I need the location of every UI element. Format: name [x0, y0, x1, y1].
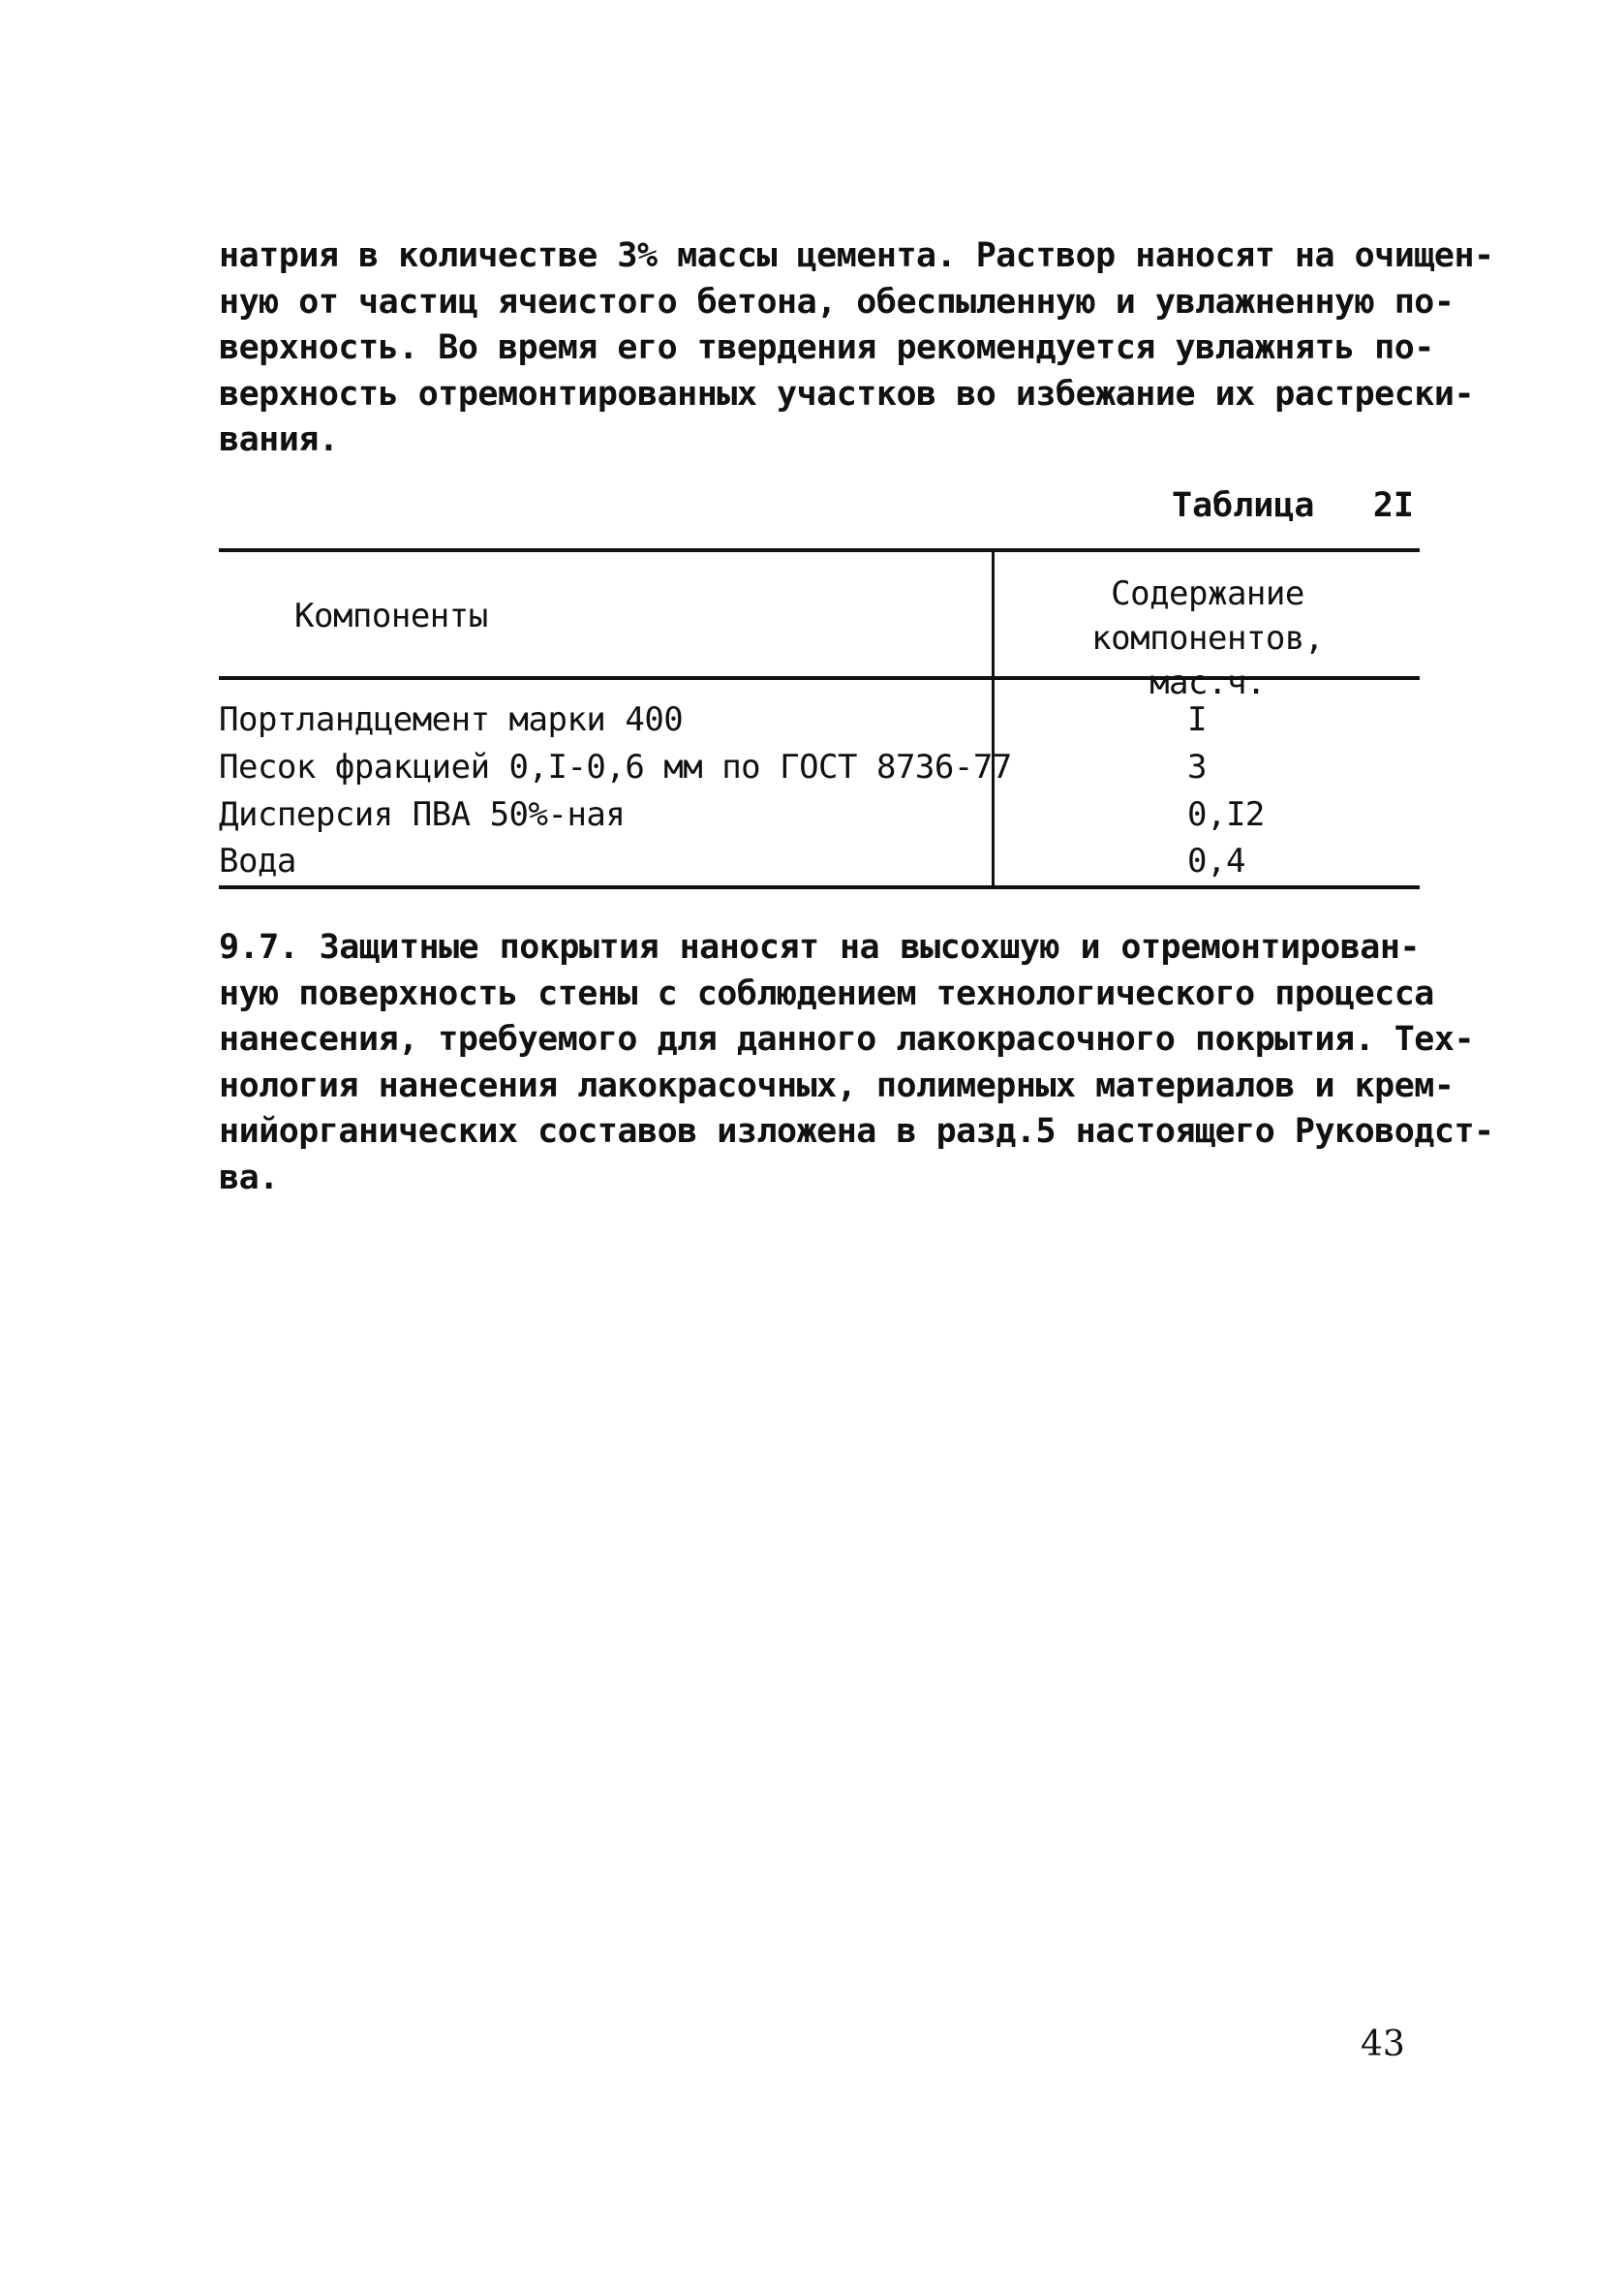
table-cell-component: Дисперсия ПВА 50%-ная [219, 795, 626, 834]
page-number: 43 [1361, 2025, 1405, 2064]
text-line: 9.7. Защитные покрытия наносят на высохшую и отремонтирован- [219, 928, 1420, 967]
text-line: вания. [219, 420, 339, 459]
table-cell-component: Портландцемент марки 400 [219, 700, 684, 739]
table-row [219, 837, 1420, 885]
paragraph-intro [219, 233, 1494, 464]
table-cell-value: 3 [1187, 748, 1207, 787]
table-caption-word: Таблица [1172, 486, 1315, 525]
table-header-content-line1: Содержание компонентов, [1091, 574, 1324, 658]
table-row [219, 696, 1420, 744]
table-bottom-rule [219, 885, 1420, 889]
text-line: верхность. Во время его твердения рекомендуется увлажнять по- [219, 328, 1434, 367]
text-line: ва. [219, 1158, 279, 1197]
text-line: нийорганических составов изложена в разд.5 настоящего Руководст- [219, 1112, 1494, 1151]
table-top-rule [219, 548, 1420, 552]
table-header-content-line2: мас.ч. [1149, 664, 1266, 702]
table-caption-number: 2I [1372, 486, 1414, 525]
text-line: нанесения, требуемого для данного лакокрасочного покрытия. Тех- [219, 1020, 1475, 1059]
table-cell-value: 0,4 [1187, 842, 1245, 881]
table-cell-value: I [1187, 700, 1207, 739]
table-row [219, 790, 1420, 839]
table-header-components: Компоненты [294, 597, 488, 635]
text-line: нология нанесения лакокрасочных, полимерных материалов и крем- [219, 1066, 1455, 1105]
text-line: натрия в количестве 3% массы цемента. Раствор наносят на очищен- [219, 236, 1494, 275]
components-table [219, 548, 1420, 889]
text-line: ную поверхность стены с соблюдением технологического процесса [219, 974, 1434, 1013]
table-row [219, 743, 1420, 791]
table-cell-component: Песок фракцией 0,I-0,6 мм по ГОСТ 8736-77 [219, 748, 1012, 787]
table-header-content [996, 572, 1420, 705]
text-line: верхность отремонтированных участков во избежание их растрески- [219, 374, 1475, 414]
text-line: ную от частиц ячеистого бетона, обеспыленную и увлажненную по- [219, 282, 1455, 322]
table-caption [1172, 486, 1414, 525]
table-cell-component: Вода [219, 842, 296, 881]
table-cell-value: 0,I2 [1187, 795, 1265, 834]
paragraph-9-7 [219, 925, 1494, 1201]
